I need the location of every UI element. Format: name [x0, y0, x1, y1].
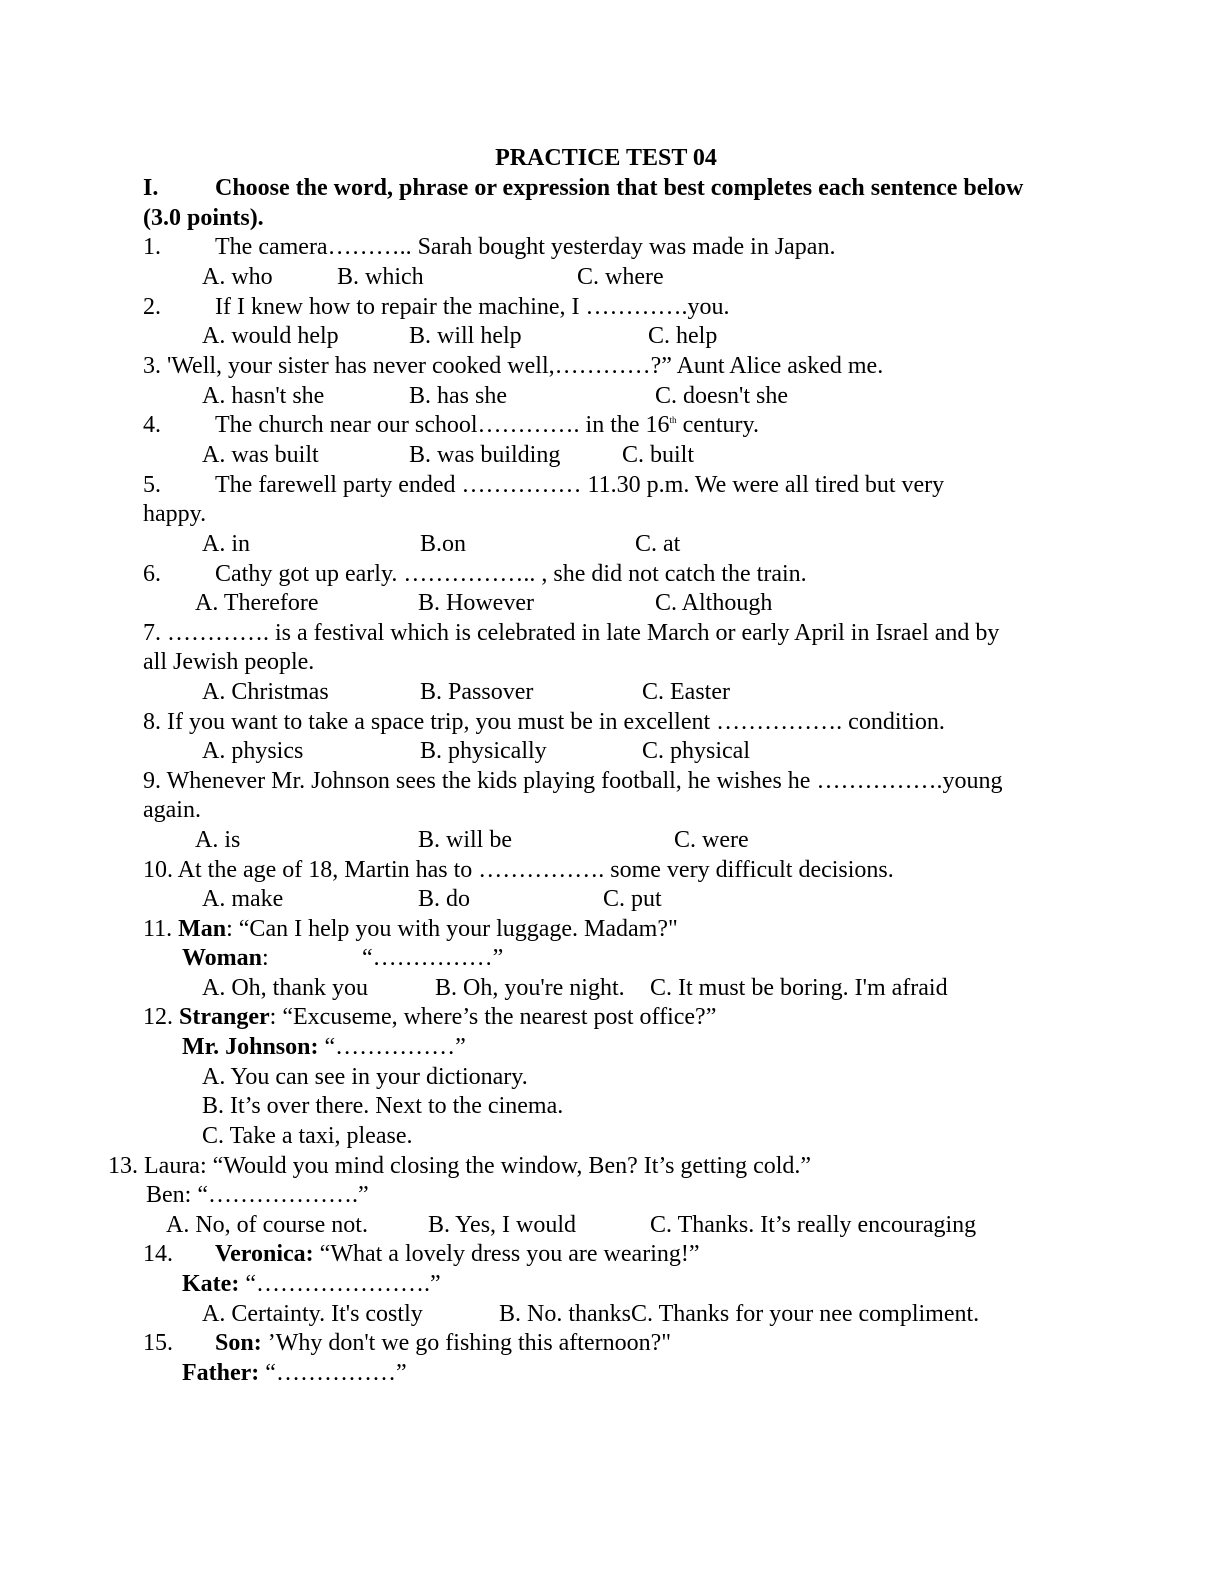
answer-blank: “………………….” — [239, 1271, 441, 1297]
question-text-continued: happy. — [143, 501, 207, 527]
question-number: 14. — [143, 1241, 173, 1267]
option-b: B. was building — [409, 442, 561, 468]
option-b: B. However — [418, 590, 534, 616]
answer-blank: “……………” — [318, 1034, 466, 1060]
question-number: 6. — [143, 561, 161, 587]
section-heading: Choose the word, phrase or expression that best completes each sentence below — [215, 175, 1024, 201]
answer-blank: “……………” — [259, 1360, 407, 1386]
option-b: B. will help — [409, 323, 522, 349]
question-text: The camera……….. Sarah bought yesterday was made in Japan. — [215, 234, 836, 260]
option-b: B. will be — [418, 827, 512, 853]
speaker-label: Kate: — [182, 1271, 240, 1297]
question-number: 5. — [143, 472, 161, 498]
question-text: Cathy got up early. …………….. , she did not catch the train. — [215, 561, 807, 587]
page-title: PRACTICE TEST 04 — [495, 145, 717, 171]
speaker-label: Mr. Johnson: — [182, 1034, 319, 1060]
question-text: The farewell party ended …………… 11.30 p.m. We were all tired but very — [215, 472, 945, 498]
option-b: B. Oh, you're night. — [435, 975, 625, 1001]
question-text — [215, 410, 759, 440]
question-text: 10. At the age of 18, Martin has to ……………. some very difficult decisions. — [143, 857, 894, 883]
speaker-label: Veronica: — [215, 1241, 314, 1267]
question-text: 9. Whenever Mr. Johnson sees the kids playing football, he wishes he …………….young — [143, 768, 1003, 794]
option-c: C. help — [648, 323, 718, 349]
option-c: C. at — [635, 531, 681, 557]
dialogue-line — [143, 1002, 716, 1032]
question-text-after: century. — [676, 412, 759, 438]
question-number: 1. — [143, 234, 161, 260]
dialogue-line — [182, 1358, 407, 1388]
question-number: 4. — [143, 412, 161, 438]
dialogue-line — [182, 1032, 466, 1062]
option-b: B. which — [337, 264, 424, 290]
speaker-label: Father: — [182, 1360, 260, 1386]
option-b: B. do — [418, 886, 471, 912]
option-b: B.on — [420, 531, 467, 557]
option-c: C. physical — [642, 738, 750, 764]
dialogue-line: Ben: “……………….” — [146, 1182, 369, 1208]
answer-blank: “……………” — [362, 945, 504, 971]
question-number: 12. — [143, 1004, 173, 1030]
option-c: C. put — [603, 886, 662, 912]
speaker-line: ’Why don't we go fishing this afternoon?" — [261, 1330, 672, 1356]
option-a: A. Christmas — [202, 679, 329, 705]
option-a: A. Oh, thank you — [202, 975, 368, 1001]
speaker-label: Man — [178, 916, 227, 942]
question-number: 11. — [143, 916, 173, 942]
option-c: C. where — [577, 264, 664, 290]
question-number: 2. — [143, 294, 161, 320]
option-a: A. Therefore — [195, 590, 319, 616]
dialogue-line — [143, 914, 678, 944]
section-heading-points: (3.0 points). — [143, 205, 264, 231]
option-a: A. who — [202, 264, 273, 290]
section-numeral: I. — [143, 175, 159, 201]
option-a: A. physics — [202, 738, 304, 764]
option-c: C. doesn't she — [655, 383, 788, 409]
option-b: B. Yes, I would — [428, 1212, 577, 1238]
option-b: B. It’s over there. Next to the cinema. — [202, 1093, 564, 1119]
question-text-before: The church near our school…………. in the 16 — [215, 412, 670, 438]
question-text: If I knew how to repair the machine, I ………….you. — [215, 294, 730, 320]
speaker-line: : “Can I help you with your luggage. Madam?" — [226, 916, 678, 942]
question-text: 3. 'Well, your sister has never cooked well,…………?” Aunt Alice asked me. — [143, 353, 884, 379]
option-a: A. is — [195, 827, 241, 853]
question-number: 15. — [143, 1330, 173, 1356]
dialogue-line — [182, 1269, 441, 1299]
option-a: A. make — [202, 886, 284, 912]
option-c: C. Take a taxi, please. — [202, 1123, 413, 1149]
question-text-continued: again. — [143, 797, 201, 823]
speaker-line: : “Excuseme, where’s the nearest post office?” — [269, 1004, 717, 1030]
option-c: C. built — [622, 442, 695, 468]
option-a: A. in — [202, 531, 250, 557]
speaker-label: Son: — [215, 1330, 262, 1356]
option-b: B. has she — [409, 383, 507, 409]
speaker-colon: : — [262, 945, 269, 971]
question-text: 8. If you want to take a space trip, you must be in excellent ……………. condition. — [143, 709, 945, 735]
option-bc: B. No. thanksC. Thanks for your nee compliment. — [499, 1301, 980, 1327]
dialogue-line — [215, 1239, 700, 1269]
question-text-continued: all Jewish people. — [143, 649, 315, 675]
question-text: 7. …………. is a festival which is celebrated in late March or early April in Israel and by — [143, 620, 1000, 646]
option-c: C. Thanks. It’s really encouraging — [650, 1212, 977, 1238]
option-c: C. were — [674, 827, 749, 853]
option-c: C. Easter — [642, 679, 730, 705]
speaker-label: Woman — [182, 945, 263, 971]
option-a: A. was built — [202, 442, 319, 468]
question-text: 13. Laura: “Would you mind closing the window, Ben? It’s getting cold.” — [108, 1153, 812, 1179]
option-a: A. would help — [202, 323, 339, 349]
option-b: B. Passover — [420, 679, 534, 705]
dialogue-line — [215, 1328, 671, 1358]
option-c: C. Although — [655, 590, 773, 616]
option-c: C. It must be boring. I'm afraid — [650, 975, 948, 1001]
option-b: B. physically — [420, 738, 547, 764]
speaker-line: “What a lovely dress you are wearing!” — [313, 1241, 700, 1267]
option-a: A. hasn't she — [202, 383, 325, 409]
option-a: A. No, of course not. — [166, 1212, 368, 1238]
speaker-label: Stranger — [179, 1004, 270, 1030]
dialogue-line — [182, 943, 269, 973]
option-a: A. Certainty. It's costly — [202, 1301, 423, 1327]
ordinal-suffix: th — [669, 415, 677, 425]
option-a: A. You can see in your dictionary. — [202, 1064, 528, 1090]
